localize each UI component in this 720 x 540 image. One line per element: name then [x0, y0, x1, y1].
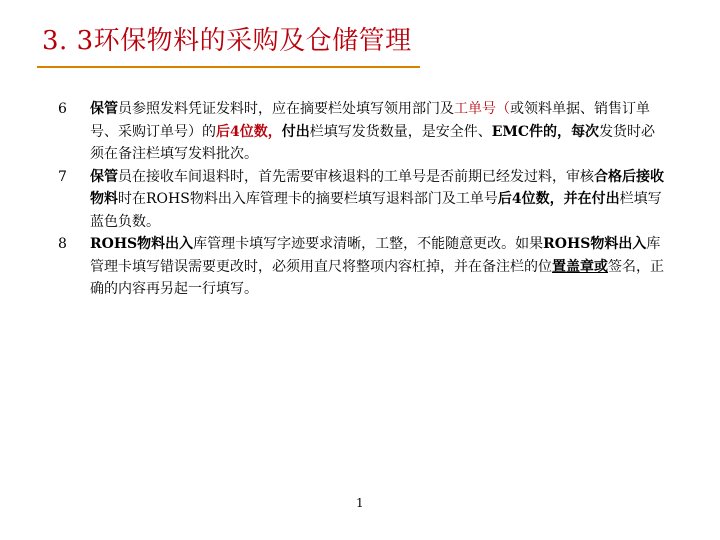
- list-item-number: 6: [58, 101, 67, 117]
- list-item-text: 库管理卡填写字迹要求清晰，工整，不能随意更改。如果: [193, 236, 544, 252]
- list-item-text: 每次: [571, 123, 600, 140]
- list-item-number: 7: [58, 168, 67, 185]
- list-item-number: 8: [58, 236, 67, 252]
- list-item-text: ROHS物料出入: [543, 236, 647, 252]
- list-item-text: 后4位数，: [497, 191, 564, 207]
- list-item-7: [58, 166, 668, 234]
- list-item-text: 保管: [90, 101, 118, 117]
- list-item-text: 栏填写蓝色负数。: [90, 191, 662, 230]
- list-item-text: 保管: [90, 168, 118, 185]
- slide-title: 3. 3环保物料的采购及仓储管理: [42, 26, 412, 56]
- list-item-text: 合格后接收物料: [90, 168, 664, 207]
- list-item-text: 后4位数，: [216, 123, 282, 140]
- list-item-text: 或领料单据、销售订单号、采购订单号）的: [90, 101, 650, 140]
- list-item-text: 栏填写发货数量，是安全件、: [309, 123, 492, 140]
- list-item-6: [58, 98, 668, 166]
- content-body: [58, 98, 668, 301]
- page-number: 1: [356, 496, 364, 510]
- list-item-text: 工单号（: [454, 101, 510, 117]
- list-item-text: 员参照发料凭证发料时，应在摘要栏处填写领用部门及: [118, 101, 454, 117]
- list-item-text: 付出: [281, 123, 310, 140]
- list-item-text: 员在接收车间退料时，首先需要审核退料的工单号是否前期已经发过料，审核: [118, 168, 594, 185]
- list-item-text: ROHS物料出入: [90, 236, 194, 252]
- list-item-text: 库管理卡填写错误需要更改时，必须用直尺将整项内容杠掉，并在备注栏的位: [90, 236, 661, 275]
- title-underline: [37, 66, 420, 68]
- list-item-text: 时在ROHS物料出入库管理卡的摘要栏填写退料部门及工单号: [118, 191, 498, 207]
- list-item-text: 签名，正确的内容再另起一行填写。: [90, 258, 664, 297]
- list-item-8: [58, 233, 668, 301]
- list-item-text: 置盖章或: [552, 258, 608, 275]
- list-item-text: 发货时必须在备注栏填写发料批次。: [90, 123, 656, 162]
- list-item-text: EMC件的，: [491, 123, 572, 140]
- list-item-text: 并在付出: [563, 191, 620, 207]
